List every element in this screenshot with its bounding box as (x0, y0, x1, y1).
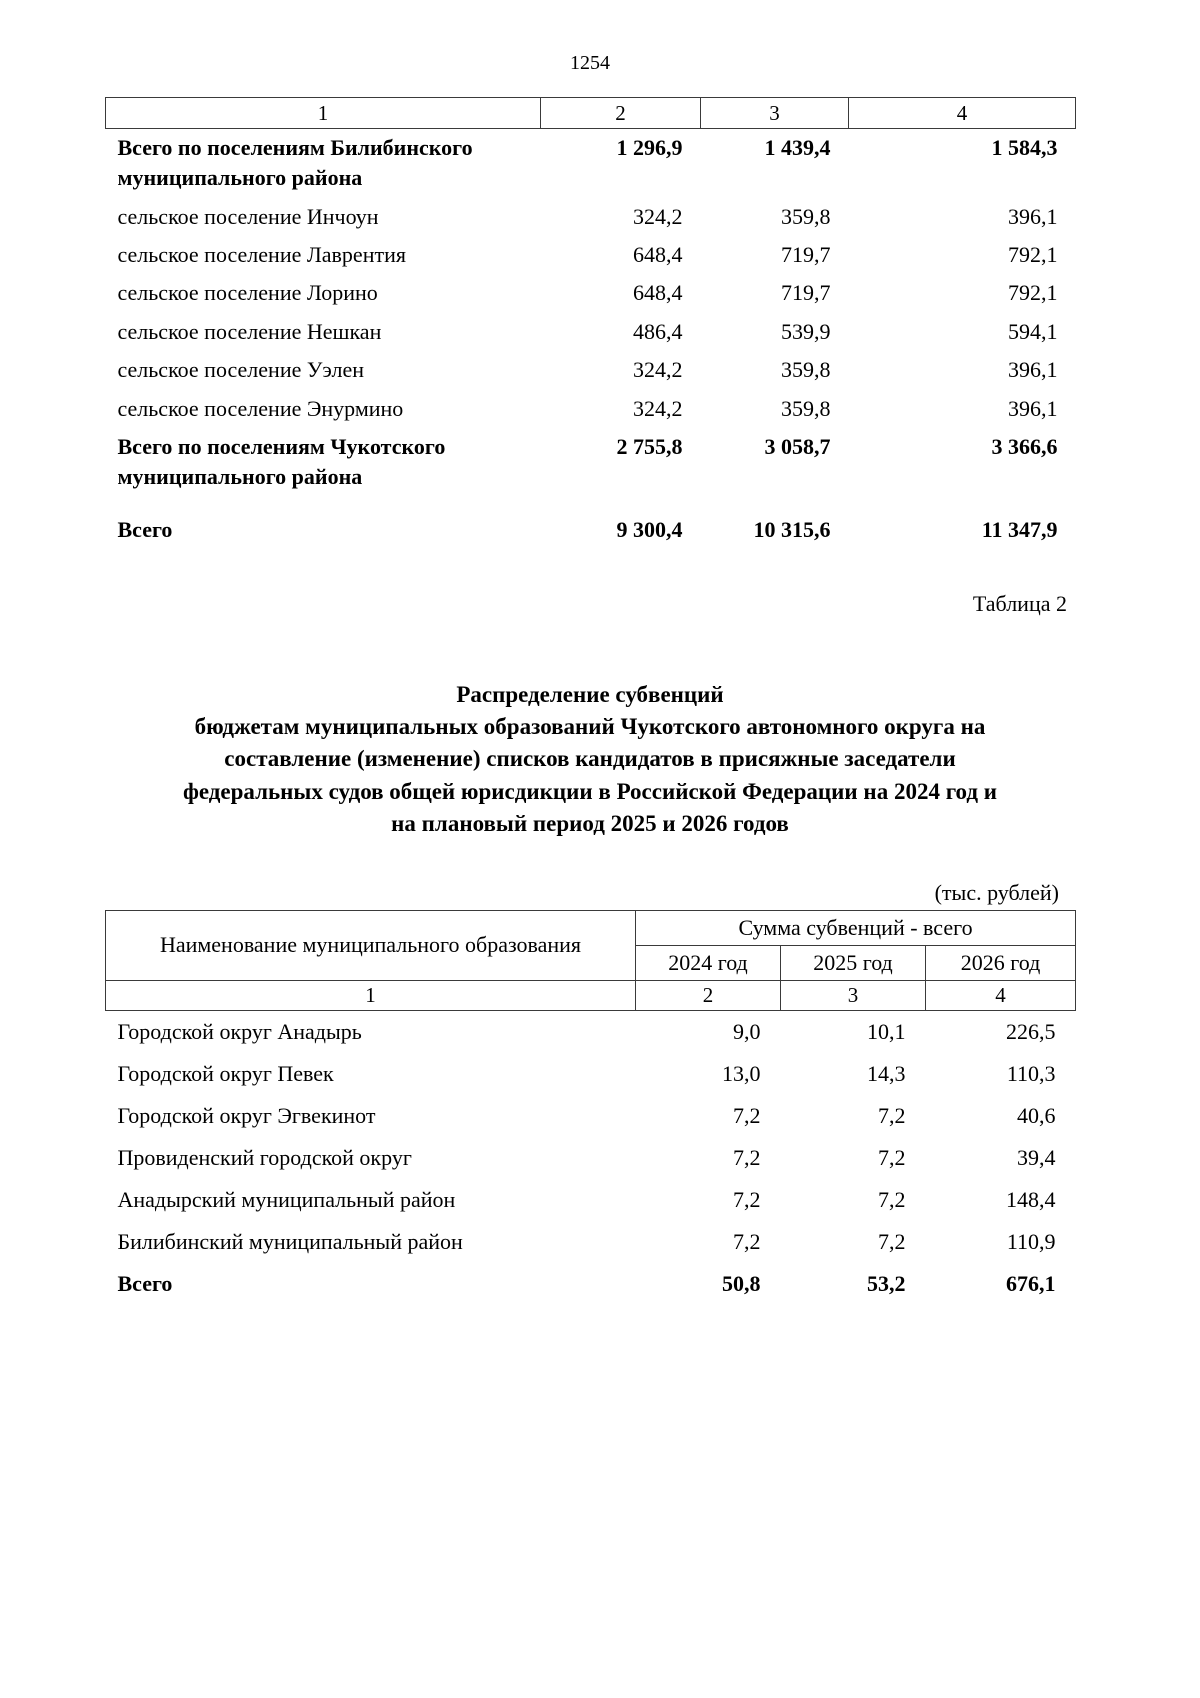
cell-value: 110,9 (1006, 1228, 1056, 1254)
table-2-caption: Таблица 2 (972, 590, 1067, 616)
cell-value: 396,1 (1008, 203, 1058, 229)
row-label: Городской округ Анадырь (117, 1018, 362, 1044)
title-line: на плановый период 2025 и 2026 годов (391, 810, 789, 836)
table-total-row (106, 1263, 1076, 1305)
cell-value: 648,4 (633, 242, 683, 268)
column-header-year: 2026 год (926, 945, 1076, 980)
row-label: Всего по поселениям Билибинского муниципального района (117, 135, 473, 191)
cell-value: 7,2 (878, 1144, 906, 1170)
table-row (106, 1010, 1076, 1053)
column-number: 1 (106, 980, 636, 1010)
row-label: Всего (117, 1270, 173, 1296)
table-row (106, 428, 1076, 497)
cell-value: 2 755,8 (616, 433, 683, 459)
cell-value: 9 300,4 (616, 516, 683, 542)
column-number: 3 (781, 980, 926, 1010)
cell-value: 7,2 (733, 1102, 761, 1128)
table-row (106, 1053, 1076, 1095)
table-2-column-number-row (106, 980, 1076, 1010)
cell-value: 9,0 (733, 1018, 761, 1044)
table-row (106, 1221, 1076, 1263)
units-note: (тыс. рублей) (934, 879, 1059, 905)
cell-value: 396,1 (1008, 395, 1058, 421)
cell-value: 53,2 (867, 1270, 906, 1296)
cell-value: 50,8 (722, 1270, 761, 1296)
table-total-row (106, 497, 1076, 549)
cell-value: 3 058,7 (764, 433, 831, 459)
cell-value: 7,2 (733, 1144, 761, 1170)
cell-value: 11 347,9 (981, 516, 1058, 542)
row-label: Билибинский муниципальный район (117, 1228, 463, 1254)
table-row (106, 351, 1076, 389)
cell-value: 7,2 (733, 1228, 761, 1254)
title-line: составление (изменение) списков кандидатов в присяжные заседатели (224, 746, 956, 772)
cell-value: 7,2 (878, 1228, 906, 1254)
cell-value: 676,1 (1006, 1270, 1056, 1296)
column-number: 1 (106, 98, 541, 129)
cell-value: 648,4 (633, 280, 683, 306)
cell-value: 324,2 (633, 395, 683, 421)
table-2-title (105, 679, 1075, 840)
column-number: 2 (636, 980, 781, 1010)
cell-value: 594,1 (1008, 318, 1058, 344)
cell-value: 14,3 (867, 1060, 906, 1086)
column-number: 4 (849, 98, 1076, 129)
title-line: бюджетам муниципальных образований Чукотского автономного округа на (194, 714, 986, 740)
cell-value: 324,2 (633, 357, 683, 383)
cell-value: 324,2 (633, 203, 683, 229)
row-label: Городской округ Певек (117, 1060, 334, 1086)
cell-value: 1 584,3 (991, 135, 1058, 160)
table-row (106, 1179, 1076, 1221)
row-label: Анадырский муниципальный район (117, 1186, 456, 1212)
cell-value: 40,6 (1017, 1102, 1056, 1128)
cell-value: 7,2 (878, 1102, 906, 1128)
column-header-year: 2025 год (781, 945, 926, 980)
row-label: сельское поселение Инчоун (117, 203, 379, 229)
table-row (106, 390, 1076, 428)
row-label: Всего (117, 516, 173, 542)
table-1 (105, 97, 1076, 549)
table-row (106, 129, 1076, 198)
cell-value: 1 296,9 (616, 135, 683, 160)
cell-value: 792,1 (1008, 280, 1058, 306)
row-label: сельское поселение Лаврентия (117, 242, 406, 268)
row-label: сельское поселение Уэлен (117, 357, 364, 383)
table-row (106, 1095, 1076, 1137)
title-line: Распределение субвенций (456, 681, 724, 707)
row-label: сельское поселение Лорино (117, 280, 378, 306)
table-2-header-row (106, 910, 1076, 945)
column-number: 2 (541, 98, 701, 129)
cell-value: 110,3 (1006, 1060, 1056, 1086)
cell-value: 359,8 (781, 357, 831, 383)
cell-value: 3 366,6 (991, 433, 1058, 459)
table-2 (105, 910, 1076, 1305)
cell-value: 359,8 (781, 203, 831, 229)
cell-value: 539,9 (781, 318, 831, 344)
table-row (106, 236, 1076, 274)
row-label: сельское поселение Нешкан (117, 318, 382, 344)
row-label: сельское поселение Энурмино (117, 395, 404, 421)
column-header-group: Сумма субвенций - всего (636, 910, 1076, 945)
row-label: Городской округ Эгвекинот (117, 1102, 376, 1128)
cell-value: 7,2 (733, 1186, 761, 1212)
cell-value: 148,4 (1006, 1186, 1056, 1212)
cell-value: 719,7 (781, 280, 831, 306)
cell-value: 7,2 (878, 1186, 906, 1212)
table-row (106, 1137, 1076, 1179)
column-number: 3 (701, 98, 849, 129)
table-row (106, 274, 1076, 312)
cell-value: 39,4 (1017, 1144, 1056, 1170)
table-1-column-number-row (106, 98, 1076, 129)
cell-value: 719,7 (781, 242, 831, 268)
table-row (106, 198, 1076, 236)
page-number: 1254 (570, 52, 610, 74)
column-number: 4 (926, 980, 1076, 1010)
column-header-name: Наименование муниципального образования (106, 910, 636, 980)
cell-value: 226,5 (1006, 1018, 1056, 1044)
cell-value: 13,0 (722, 1060, 761, 1086)
cell-value: 359,8 (781, 395, 831, 421)
column-header-year: 2024 год (636, 945, 781, 980)
table-row (106, 313, 1076, 351)
cell-value: 486,4 (633, 318, 683, 344)
cell-value: 10 315,6 (753, 516, 831, 542)
row-label: Всего по поселениям Чукотского муниципального района (117, 433, 446, 490)
cell-value: 792,1 (1008, 242, 1058, 268)
cell-value: 1 439,4 (764, 135, 831, 160)
row-label: Провиденский городской округ (117, 1144, 412, 1170)
cell-value: 10,1 (867, 1018, 906, 1044)
title-line: федеральных судов общей юрисдикции в Российской Федерации на 2024 год и (182, 778, 998, 804)
cell-value: 396,1 (1008, 357, 1058, 383)
